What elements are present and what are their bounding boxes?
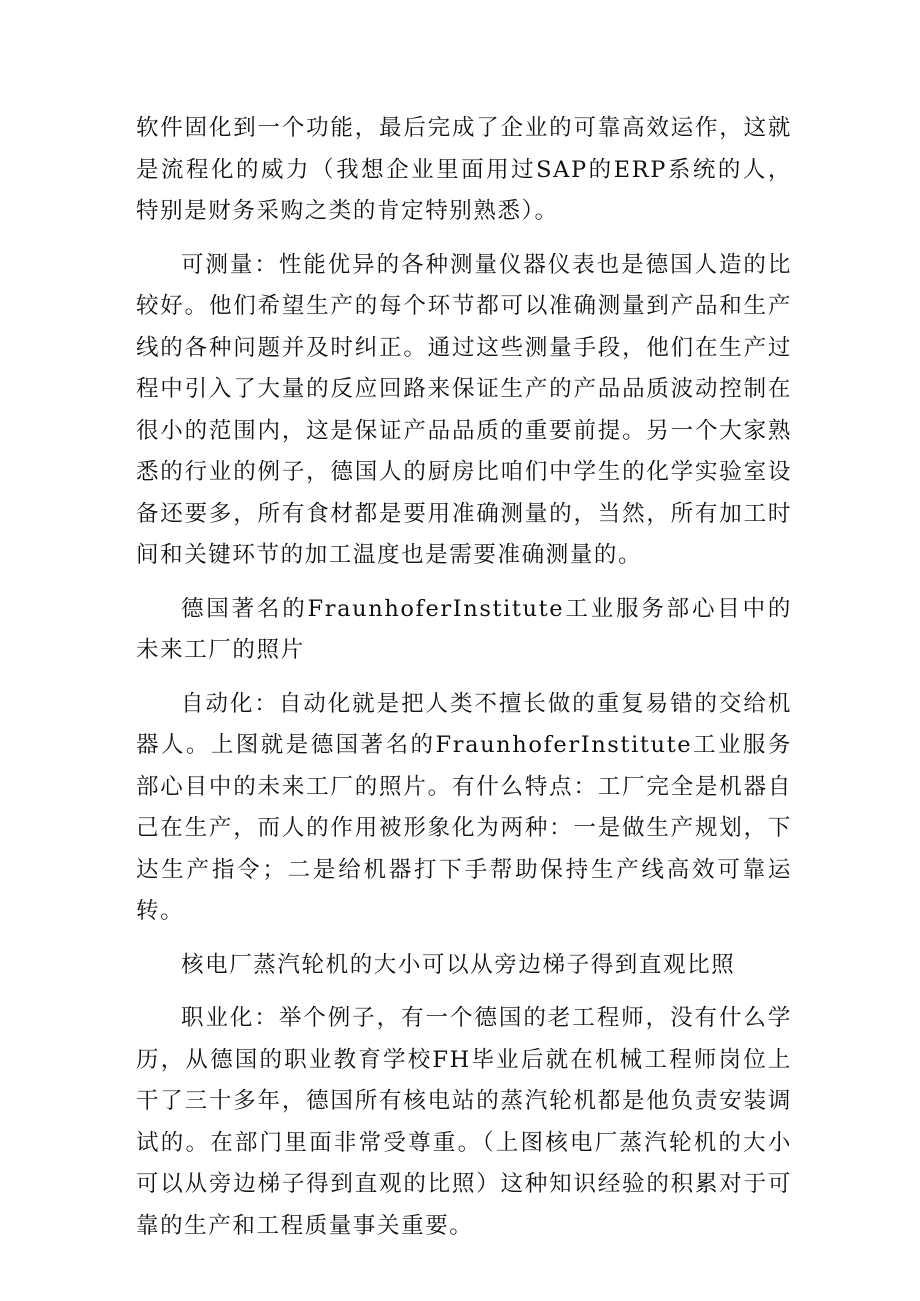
document-body [136,108,792,1259]
caption-steam-turbine: 核电厂蒸汽轮机的大小可以从旁边梯子得到直观比照 [181,951,736,978]
caption-future-factory: 德国著名的FraunhoferInstitute工业服务部心目中的未来工厂的照片 [136,595,792,663]
paragraph-automation: 自动化：自动化就是把人类不擅长做的重复易错的交给机器人。上图就是德国著名的FraunhoferInstitute工业服务部心目中的未来工厂的照片。有什么特点：工厂完全是机器自己在生产，而人的作用被形象化为两种：一是做生产规划，下达生产指令；二是给机器打下手帮助保持生产线高效可靠运转。 [136,690,792,924]
paragraph-professional: 职业化：举个例子，有一个德国的老工程师，没有什么学历，从德国的职业教育学校FH毕业后就在机械工程师岗位上干了三十多年，德国所有核电站的蒸汽轮机都是他负责安装调试的。在部门里面非常受尊重。（上图核电厂蒸汽轮机的大小可以从旁边梯子得到直观的比照）这种知识经验的积累对于可靠的生产和工程质量事关重要。 [136,1005,792,1239]
paragraph-measurable: 可测量：性能优异的各种测量仪器仪表也是德国人造的比较好。他们希望生产的每个环节都可以准确测量到产品和生产线的各种问题并及时纠正。通过这些测量手段，他们在生产过程中引入了大量的反应回路来保证生产的产品品质波动控制在很小的范围内，这是保证产品品质的重要前提。另一个大家熟悉的行业的例子，德国人的厨房比咱们中学生的化学实验室设备还要多，所有食材都是要用准确测量的，当然，所有加工时间和关键环节的加工温度也是需要准确测量的。 [136,251,792,568]
paragraph-process: 软件固化到一个功能，最后完成了企业的可靠高效运作，这就是流程化的威力（我想企业里面用过SAP的ERP系统的人，特别是财务采购之类的肯定特别熟悉）。 [136,115,792,224]
